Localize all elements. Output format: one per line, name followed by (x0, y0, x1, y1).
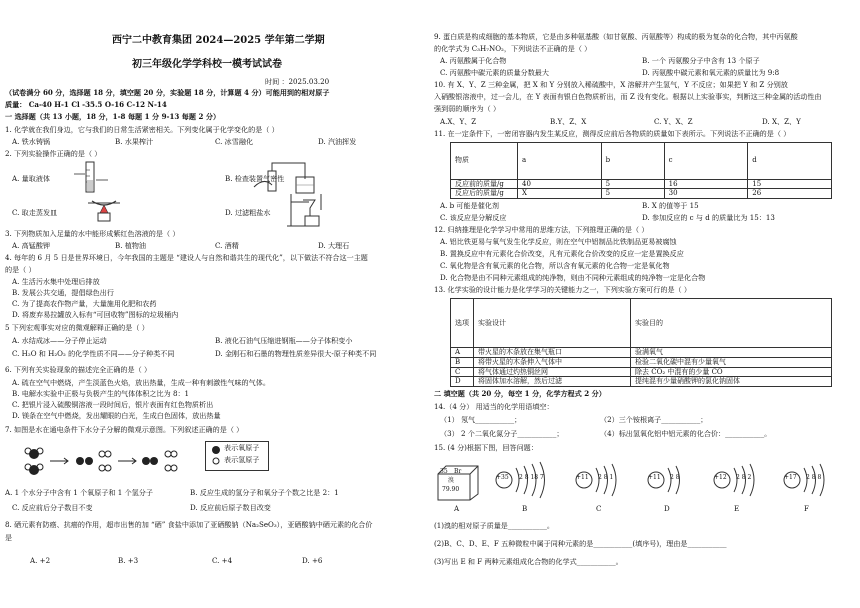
ion-d-nucleus: +11 (648, 474, 661, 481)
q7-option-b: B. 反应生成的氢分子和氧分子个数之比是 2：1 (190, 488, 339, 497)
ion-c-nucleus: +11 (576, 474, 589, 481)
table-cell: 物质 (451, 143, 518, 180)
q5-stem: 5 下列宏观事实对应的微观解释正确的是（ ） (5, 323, 149, 332)
q14-stem: 14.（4 分） 用适当的化学用语填空： (434, 402, 554, 411)
q6-option-c: C. 把银片浸入硫酸铜溶液一段时间后，银片表面有红色物质析出 (12, 400, 214, 409)
evaporating-dish-image (84, 193, 124, 225)
q9-stem-line2: 的化学式为 C₃H₇NO₂，下列说法不正确的是（ ） (434, 44, 592, 53)
table-cell: 16 (664, 179, 748, 189)
table-cell: 5 (601, 179, 664, 189)
q1-option-d: D. 汽油挥发 (318, 137, 357, 146)
ion-f-electrons: 2 8 8 (806, 474, 822, 481)
q8-option-d: D. +6 (302, 556, 323, 565)
table-cell: 除去 CO₂ 中混有的少量 CO (631, 367, 832, 377)
q10-option-c: C. Y、X、Z (654, 117, 693, 126)
table-cell: D (451, 377, 474, 387)
label-e: E (734, 504, 740, 513)
table-cell: 验满氧气 (631, 348, 832, 358)
label-b: B (522, 504, 528, 513)
q10-option-d: D. X、Z、Y (762, 117, 801, 126)
graduated-cylinder-image (72, 160, 112, 195)
q4-stem-line1: 4. 每年的 6 月 5 日是世界环境日，今年我国的主题是 “建设人与自然和谐共生的现代化”，以下做法不符合这一主题 (5, 253, 368, 262)
q11-option-c: C. 该反应是分解反应 (440, 213, 507, 222)
q4-option-b: B. 发展公共交通，提倡绿色出行 (12, 288, 114, 297)
q1-option-a: A. 铁水铸锅 (12, 137, 51, 146)
section-2-title: 二 填空题（共 20 分，每空 1 分，化学方程式 2 分） (434, 389, 606, 398)
q4-option-c: C. 为了提高农作物产量，大量施用化肥和农药 (12, 299, 157, 308)
q1-stem: 1. 化学就在我们身边，它与我们的日常生活紧密相关。下列变化属于化学变化的是（ ） (5, 125, 279, 134)
q9-stem-line1: 9. 蛋白质是构成细胞的基本物质，它是由多种氨基酸（如甘氨酸、丙氨酸等）构成的极为复杂的化合物，其中丙氨酸 (434, 32, 798, 41)
q10-stem-line3: 强到弱的顺序为（ ） (434, 104, 501, 113)
ion-b-electrons: 2 8 18 7 (519, 474, 544, 481)
table-cell: 反应前的质量/g (451, 179, 518, 189)
table-cell: A (451, 348, 474, 358)
q11-option-a: A. b 可能是催化剂 (440, 201, 499, 210)
filtration-image (285, 192, 340, 228)
table-cell: 反应后的质量/g (451, 189, 518, 199)
q13-stem: 13. 化学实验的设计能力是化学学习的关键能力之一，下列实验方案可行的是（ ） (434, 285, 691, 294)
table-cell: 40 (518, 179, 602, 189)
q13-experiment-table (450, 298, 832, 387)
table-cell: 将带火星的木条伸入气体中 (474, 357, 631, 367)
q7-legend-oxygen: 表示氧原子 (224, 443, 260, 452)
q3-option-b: B. 植物油 (115, 241, 147, 250)
table-row (451, 189, 832, 199)
table-row (451, 357, 832, 367)
table-cell: C (451, 367, 474, 377)
q10-option-a: A.X、Y、Z (440, 117, 477, 126)
q6-option-d: D. 镁条在空气中燃烧，发出耀眼的白光，生成白色固体，放出热量 (12, 411, 221, 420)
ion-b-nucleus: +35 (496, 474, 509, 481)
q6-option-b: B. 电解水实验中正极与负极产生的气体体积之比为 8：1 (12, 389, 190, 398)
q7-legend-icons (209, 445, 223, 467)
q4-option-a: A. 生活污水集中处理后排放 (12, 277, 100, 286)
table-cell: 提纯混有少量硝酸钾的氯化钠固体 (631, 377, 832, 387)
q5-option-a: A. 水结成冰——分子停止运动 (12, 336, 107, 345)
q2-option-d: D. 过滤粗盐水 (225, 208, 271, 217)
q12-option-d: D. 化合物是由不同种元素组成的纯净物，则由不同种元素组成的纯净物一定是化合物 (440, 273, 706, 282)
table-cell: 带火星的木条放在集气瓶口 (474, 348, 631, 358)
q5-option-d: D. 金刚石和石墨的物理性质差异很大-原子种类不同 (215, 349, 377, 358)
q3-option-d: D. 大理石 (318, 241, 350, 250)
q3-option-c: C. 酒精 (215, 241, 239, 250)
table-row (451, 143, 832, 180)
atomic-masses: 质量： Ca-40 H-1 Cl -35.5 O-16 C-12 N-14 (5, 100, 167, 109)
element-number: 35 (440, 468, 448, 475)
q8-stem-line2: 是 (5, 533, 13, 542)
q7-option-c: C. 反应前后分子数目不变 (12, 503, 93, 512)
ion-f-nucleus: +17 (784, 474, 797, 481)
label-a: A (454, 504, 460, 513)
table-cell: 30 (664, 189, 748, 199)
q4-stem-line2: 的是（ ） (5, 265, 36, 274)
q7-legend-hydrogen: 表示氢原子 (224, 455, 260, 464)
exam-time: 时间 ：2025.03.20 (265, 77, 330, 86)
q15-question-2: (2)B、C、D、E、F 五种微粒中属于同种元素的是___________(填序号)，理由是___________ (434, 539, 727, 548)
q2-option-a: A. 量取液体 (12, 174, 51, 183)
table-cell: b (601, 143, 664, 180)
q11-mass-table (450, 142, 832, 199)
table-cell: 检验二氧化碳中混有少量氧气 (631, 357, 832, 367)
label-d: D (664, 504, 670, 513)
q8-option-c: C. +4 (212, 556, 233, 565)
q14-item-1: （1） 氖气___________； (440, 415, 522, 424)
q14-item-2: （2）三个铵根离子___________； (600, 415, 708, 424)
table-cell: 5 (601, 189, 664, 199)
q11-option-d: D. 参加反应的 c 与 d 的质量比为 15：13 (642, 213, 775, 222)
exam-subtitle: 初三年级化学学科校一模考试试卷 (132, 59, 282, 70)
q1-option-c: C. 冰雪融化 (215, 137, 254, 146)
table-cell: 实验目的 (631, 299, 832, 348)
exam-title: 西宁二中教育集团 2024—2025 学年第二学期 (112, 35, 325, 46)
q6-option-a: A. 硫在空气中燃烧，产生淡蓝色火焰，放出热量，生成一种有刺激性气味的气体。 (12, 378, 270, 387)
q7-option-a: A. 1 个水分子中含有 1 个氧原子和 1 个氢分子 (5, 488, 153, 497)
q15-question-1: (1)溴的相对原子质量是___________。 (434, 521, 555, 530)
q11-stem: 11. 在一定条件下，一密闭容器内发生某反应，测得反应前后各物质的质量如下表所示。下列说法不正确的是（ ） (434, 129, 791, 138)
table-cell: 选项 (451, 299, 474, 348)
q2-option-c: C. 取走蒸发皿 (12, 208, 58, 217)
q12-stem: 12. 归纳推理是化学学习中常用的思维方法，下列推理正确的是（ ） (434, 225, 649, 234)
q5-option-c: C. H₂O 和 H₂O₂ 的化学性质不同——分子种类不同 (12, 349, 175, 358)
q12-option-b: B. 置换反应中有元素化合价改变，凡有元素化合价改变的反应一定是置换反应 (440, 249, 684, 258)
airtightness-check-image (250, 157, 320, 197)
q8-option-a: A. +2 (30, 556, 51, 565)
q12-option-c: C. 氧化物是含有氧元素的化合物，所以含有氧元素的化合物一定是氧化物 (440, 261, 670, 270)
element-name: 溴 (448, 477, 455, 484)
exam-info: （试卷满分 60 分，选择题 18 分，填空题 20 分，实验题 18 分，计算题 4 分）可能用到的相对原子 (5, 88, 330, 97)
ion-e-nucleus: +12 (714, 474, 727, 481)
table-cell: X (518, 189, 602, 199)
table-row (451, 377, 832, 387)
water-electrolysis-diagram (20, 444, 190, 478)
table-cell: d (748, 143, 832, 180)
q10-stem-line2: 入硝酸银溶液中，过一会儿，在 Y 表面有银白色物质析出，而 Z 没有变化。根据以上实验事实，判断这三种金属的活动性由 (434, 92, 822, 101)
table-cell: a (518, 143, 602, 180)
q2-option-b: B. 检查装置气密性 (225, 174, 285, 183)
table-row (451, 367, 832, 377)
q8-stem-line1: 8. 硒元素有防癌、抗癌的作用，超市出售的加 “硒” 食盐中添加了亚硒酸钠（Na₂SeO₃），亚硒酸钠中硒元素的化合价 (5, 520, 373, 529)
q2-stem: 2. 下列实验操作正确的是（ ） (5, 149, 102, 158)
q10-stem-line1: 10. 有 X、Y、Z 三种金属，把 X 和 Y 分别放入稀硫酸中，X 溶解并产生氢气，Y 不反应；如果把 Y 和 Z 分别放 (434, 80, 788, 89)
q4-option-d: D. 将废弃易拉罐放入标有“可回收物”图标的垃圾桶内 (12, 310, 179, 319)
label-f: F (804, 504, 809, 513)
table-cell: 将气体通过灼热铜丝网 (474, 367, 631, 377)
table-cell: c (664, 143, 748, 180)
table-cell: 将固体加水溶解，然后过滤 (474, 377, 631, 387)
table-cell: B (451, 357, 474, 367)
q9-option-c: C. 丙氨酸中碳元素的质量分数最大 (440, 68, 549, 77)
q9-option-a: A. 丙氨酸属于化合物 (440, 56, 507, 65)
element-mass: 79.90 (442, 486, 460, 493)
q9-option-b: B. 一个 丙氨酸分子中含有 13 个原子 (642, 56, 760, 65)
q7-option-d: D. 反应前后原子数目改变 (190, 503, 271, 512)
q15-question-3: (3)写出 E 和 F 两种元素组成化合物的化学式___________。 (434, 557, 623, 566)
table-row (451, 299, 832, 348)
element-symbol: Br (454, 468, 462, 475)
q7-stem: 7. 如图是水在通电条件下水分子分解的微观示意图。下列叙述正确的是（ ） (5, 425, 244, 434)
right-column (432, 0, 858, 608)
label-c: C (596, 504, 602, 513)
ion-c-electrons: 2 8 1 (598, 474, 614, 481)
table-row (451, 348, 832, 358)
table-cell: 实验设计 (474, 299, 631, 348)
section-1-title: 一 选择题（共 13 小题，18 分，1-8 每题 1 分 9-13 每题 2 分） (5, 112, 221, 121)
ion-e-electrons: 2 8 2 (736, 474, 752, 481)
q12-option-a: A. 铝比铁更易与氧气发生化学反应，则在空气中铝制品比铁制品更易被腐蚀 (440, 237, 677, 246)
q6-stem: 6. 下列有关实验现象的描述完全正确的是（ ） (5, 365, 152, 374)
q11-option-b: B. X 的值等于 15 (642, 201, 699, 210)
table-row (451, 179, 832, 189)
ion-d-electrons: 2 8 (670, 474, 680, 481)
q10-option-b: B.Y、Z、X (550, 117, 587, 126)
table-cell: 15 (748, 179, 832, 189)
q9-option-d: D. 丙氨酸中碳元素和氧元素的质量比为 9:8 (642, 68, 780, 77)
q14-item-3: （3） 2 个二氧化氮分子___________； (440, 429, 564, 438)
q3-stem: 3. 下列物质加入足量的水中能形成紫红色溶液的是（ ） (5, 229, 180, 238)
table-cell: 26 (748, 189, 832, 199)
q15-stem: 15. (4 分)根据下图，回答问题： (434, 443, 538, 452)
q5-option-b: B. 液化石油气压缩进钢瓶——分子体积变小 (215, 336, 353, 345)
q14-item-4: （4）标出氢氧化铝中铝元素的化合价：___________。 (600, 429, 772, 438)
q3-option-a: A. 高锰酸钾 (12, 241, 51, 250)
q8-option-b: B. +3 (118, 556, 139, 565)
q1-option-b: B. 水果榨汁 (115, 137, 154, 146)
